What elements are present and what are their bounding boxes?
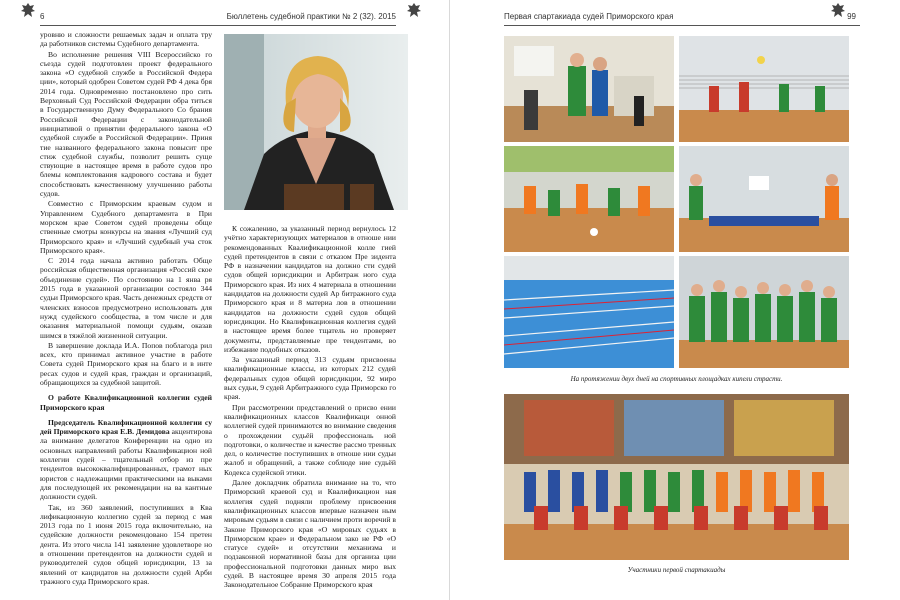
- text-column-1: [40, 30, 212, 587]
- left-page-number: 6: [40, 12, 45, 21]
- caption-group-photo: Участники первой спартакиады: [627, 566, 726, 574]
- right-page: [450, 0, 900, 600]
- photo-award-ceremony: [504, 36, 674, 142]
- right-running-title: Первая спартакиада судей Приморского края: [504, 12, 674, 21]
- paragraph: [40, 418, 212, 502]
- paragraph: Так, из 360 заявлений, поступивших в Ква лификационную коллегию судей за период с мая 2013 года по 1 июня 2015 года включительно, на судейские должности рекомендовано 154 претен дента. Из этого числа 141 заявление удовлетворе но в отношении претендентов на должности судей и руководителей судов общей юрисдикции, 13 за явлений от кандидатов на должности судей Арби тражного суда Приморского края.: [40, 502, 212, 586]
- paragraph: При рассмотрении представлений о присво ении квалификационных классов Квалификаци онной коллегией судей принимаются во внимание сведения о прохождении судьёй профессиональ ной подготовки, о количестве и качестве рассмо тренных дел, о количестве поступивших в отноше нии судьи жалоб и обращений, а также соблюде ние судьёй Кодекса судейской этики.: [224, 402, 396, 477]
- paragraph: Во исполнение решения VIII Всероссийско го съезда судей подготовлен проект федерального закона «О судебной службе в Российской Федера ции», который одобрен Советом судей РФ 4 дека бря 2014 года. Одновременно постановлено про сить Верховный Суд Российской Федерации обра титься в Государственную Думу Федерального Со брания Российской Федерации с законодательной инициативой о принятии федерального закона «О судебной службе в Российской Федерации». Приня тие названного федерального закона повысит пре стиж судебной службы, позволит решить суще ствующие в настоящее время в работе судов про блемы комплектования кадрового состава и будет способствовать качественному улучшению работы судов.: [40, 49, 212, 199]
- paragraph: Далее докладчик обратила внимание на то, что Приморский краевой суд и Квалификацион ная коллегия судей подняли проблему присвоения квалификационных классов впервые назначен ным мировым судьям в связи с наличием проти воречий в Законе Приморского края «О мировых судьях в Приморском крае» и Федеральном зако не РФ «О статусе судей» и отсутствии механизма и подзаконной нормативной базы для организа ции профессиональной подготовки данных миро вых судей. В настоящее время 30 апреля 2015 года Законодательное Собрание Приморского края: [224, 478, 396, 590]
- paragraph: уровню и сложности решаемых задач и оплата тру да работников системы Судебного департамента.: [40, 30, 212, 49]
- eagle-emblem-icon: [20, 2, 36, 20]
- left-header: [0, 8, 450, 26]
- right-page-number: 99: [847, 12, 856, 21]
- eagle-emblem-icon: [830, 2, 846, 20]
- paragraph: За указанный период 313 судьям присвоены квалификационные классы, из которых 212 судей федеральных судов общей юрисдикции, 92 миро вых судьи, 9 судей Арбитражного суда Приморско го края.: [224, 355, 396, 402]
- photo-team-cheering: [679, 256, 849, 368]
- photo-volleyball: [679, 36, 849, 142]
- text-column-2: [224, 224, 396, 591]
- section-heading: О работе Квалификационной коллегии судей Приморского края: [40, 393, 212, 412]
- caption-sports-photos: На протяжении двух дней на спортивных площадках кипели страсти.: [570, 375, 783, 383]
- speaker-intro: Председатель Квалификационной коллегии су дей Приморского края Е.В. Демидова: [40, 417, 212, 437]
- paragraph: С 2014 года начала активно работать Обще российская общественная организация «Россий ское объединение судей». По состоянию на 1 янва ря 2015 года в указанной организации состояло 344 судьи Приморского края. Часть денежных средств от членских взносов предусмотрено использовать для нужд судейского сообщества, в том числе и для оказания материальной помощи судьям, оказав шимся в тяжёлой жизненной ситуации.: [40, 256, 212, 340]
- paragraph: К сожалению, за указанный период вернулось 12 учётно характеризующих материалов в отноше нии рекомендованных Квалификационной колле гией судей претендентов в связи с отказом Пре зидента РФ в назначении кандидатов на должно сти судей судов общей юрисдикции и Арбитраж ного суда Приморского края. Из них 4 материала в отношении кандидатов на должности судей Ар битражного суда Приморского края и 8 материа лов в отношении кандидатов на должности судей судов общей юрисдикции. Но Квалификационная коллегия судей в настоящее время более тщатель но проверяет документы, представляемые пре тендентами, во избежание подобных отказов.: [224, 224, 396, 354]
- paragraph: Совместно с Приморским краевым судом и Управлением Судебного департамента в При морском крае Советом судей проведены обще ственные смотры конкурсы на звания «Лучший суд Приморского края» и «Лучший судебный уча сток Приморского края».: [40, 199, 212, 255]
- left-running-title: Бюллетень судебной практики № 2 (32). 2015: [226, 12, 396, 21]
- paragraph: В завершение доклада И.А. Попов поблагода рил всех, кто принимал активное участие в работе Совета судей Приморского края на благо и в инте ресах судов и судей края, граждан и организаций, обращающихся за судебной защитой.: [40, 340, 212, 387]
- speaker-portrait-photo: [224, 34, 408, 210]
- photo-group-participants: [504, 394, 849, 560]
- speaker-rest: акцентирова ла внимание делегатов Конференции на одно из основных направлений работы Квалификацион ной коллегии судей – тщательный отбор из пре тендентов высококвалифицированных, грамот ных юристов с надлежащими практическими на выками для последующей их рекомендации на ва кантные должности судей.: [40, 427, 212, 502]
- photo-swimming: [504, 256, 674, 368]
- photo-table-tennis: [679, 146, 849, 252]
- photo-football: [504, 146, 674, 252]
- eagle-emblem-icon: [406, 2, 422, 20]
